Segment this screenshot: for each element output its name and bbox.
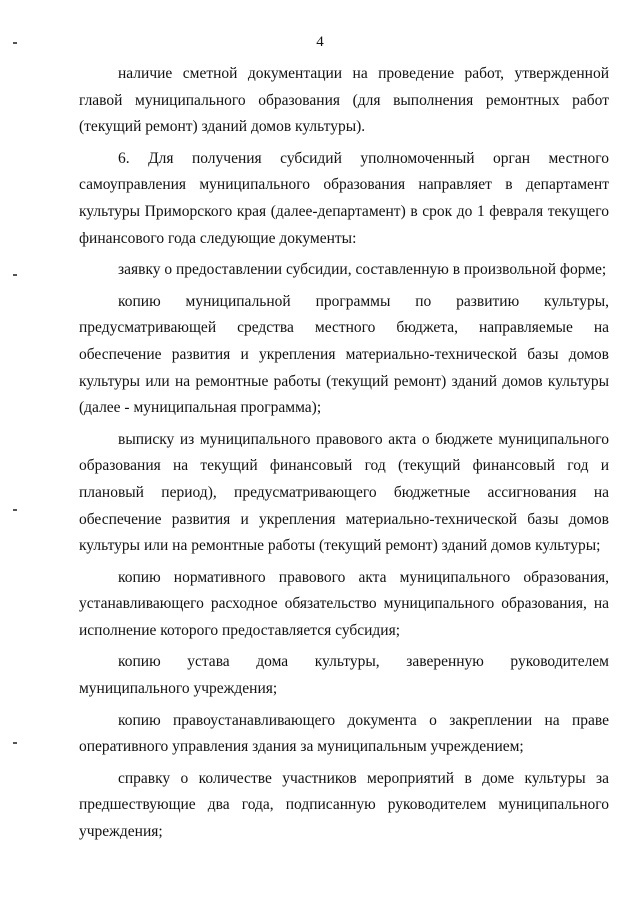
paragraph-title-document-copy: копию правоустанавливающего документа о закреплении на праве оперативного управления здания за муниципальным учреждением;	[79, 711, 609, 756]
page-number: 4	[316, 34, 324, 50]
document-body	[79, 61, 609, 851]
paragraph-budget-act-extract: выписку из муниципального правового акта о бюджете муниципального образования на текущий финансовый год (текущий финансовый год и плановый период), предусматривающего бюджетные ассигнования на обеспечение развития и укрепления материально-технической базы домов культуры или на ремонтные работы (текущий ремонт) зданий домов культуры;	[79, 430, 609, 555]
margin-mark	[13, 274, 17, 276]
paragraph-participants-certificate: справку о количестве участников мероприятий в доме культуры за предшествующие два года, подписанную руководителем муниципального учреждения;	[79, 769, 609, 841]
paragraph-estimate-documentation: наличие сметной документации на проведение работ, утвержденной главой муниципального образования (для выполнения ремонтных работ (текущий ремонт) зданий домов культуры).	[79, 65, 609, 136]
paragraph-charter-copy: копию устава дома культуры, заверенную руководителем муниципального учреждения;	[79, 653, 609, 698]
paragraph-municipal-program-copy: копию муниципальной программы по развитию культуры, предусматривающей средства местного бюджета, направляемые на обеспечение развития и укрепления материально-технической базы домов культуры или на ремонтные работы (текущий ремонт) зданий домов культуры (далее - муниципальная программа);	[79, 292, 609, 417]
paragraph-normative-act-copy: копию нормативного правового акта муниципального образования, устанавливающего расходное обязательство муниципального образования, на исполнение которого предоставляется субсидия;	[79, 568, 609, 639]
margin-mark	[13, 742, 17, 744]
paragraph-item-6-documents: 6. Для получения субсидий уполномоченный орган местного самоуправления муниципального образования направляет в департамент культуры Приморского края (далее-департамент) в срок до 1 февраля текущего финансового года следующие документы:	[79, 149, 609, 247]
paragraph-subsidy-application: заявку о предоставлении субсидии, составленную в произвольной форме;	[118, 261, 607, 279]
margin-mark	[13, 509, 17, 511]
